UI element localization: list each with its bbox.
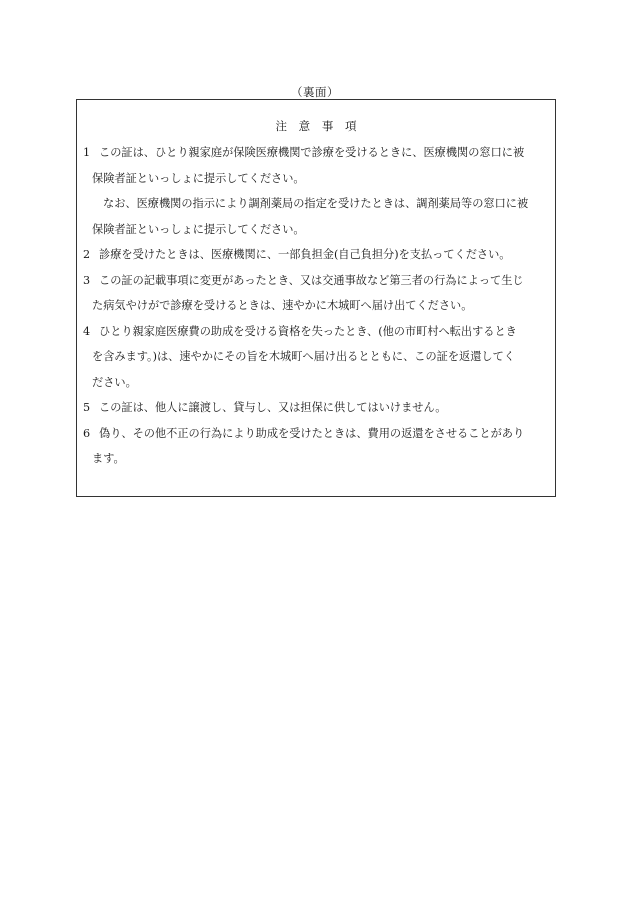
item-text: ひとり親家庭医療費の助成を受ける資格を失ったとき、(他の市町村へ転出するとき xyxy=(99,324,517,338)
notice-list xyxy=(83,140,555,472)
item-text: 保険者証といっしょに提示してください。 xyxy=(92,171,305,185)
notice-item-4-line-2 xyxy=(83,344,555,370)
item-number: 3 xyxy=(83,273,91,287)
page-side-label: （裏面） xyxy=(291,85,339,99)
notice-item-2-line-1 xyxy=(83,242,555,268)
item-number: 6 xyxy=(83,426,91,440)
notice-item-1-line-2 xyxy=(83,166,555,192)
item-text: 診療を受けたときは、医療機関に、一部負担金(自己負担分)を支払ってください。 xyxy=(99,248,511,261)
item-number: 5 xyxy=(83,401,91,414)
notice-item-6-line-1 xyxy=(83,421,555,447)
notice-item-4-line-3 xyxy=(83,370,555,396)
item-text: この証は、他人に譲渡し、貸与し、又は担保に供してはいけません。 xyxy=(99,401,447,414)
notice-item-1-line-3 xyxy=(83,191,555,217)
item-number: 2 xyxy=(83,248,91,261)
notice-item-1-line-1 xyxy=(83,140,555,166)
notice-item-1-line-4 xyxy=(83,217,555,243)
notice-item-5-line-1 xyxy=(83,395,555,421)
item-text: 偽り、その他不正の行為により助成を受けたときは、費用の返還をさせることがあり xyxy=(99,426,525,440)
item-text: を含みます。)は、速やかにその旨を木城町へ届け出るとともに、この証を返還してく xyxy=(92,350,515,363)
notice-item-3-line-2 xyxy=(83,293,555,319)
item-text: なお、医療機関の指示により調剤薬局の指定を受けたときは、調剤薬局等の窓口に被 xyxy=(103,197,529,210)
notice-item-3-line-1 xyxy=(83,268,555,294)
item-text: ます。 xyxy=(92,452,125,465)
item-number: 4 xyxy=(83,324,91,338)
item-text: ださい。 xyxy=(92,375,137,389)
item-text: 保険者証といっしょに提示してください。 xyxy=(92,222,305,236)
item-text: この証の記載事項に変更があったとき、又は交通事故など第三者の行為によって生じ xyxy=(99,273,524,287)
notice-item-6-line-2 xyxy=(83,446,555,472)
item-text: た病気やけがで診療を受けるときは、速やかに木城町へ届け出てください。 xyxy=(92,299,473,312)
notice-heading: 注 意 事 項 xyxy=(275,119,357,133)
item-number: 1 xyxy=(83,146,91,159)
item-text: この証は、ひとり親家庭が保険医療機関で診療を受けるときに、医療機関の窓口に被 xyxy=(99,146,525,159)
notice-box xyxy=(76,99,556,497)
notice-item-4-line-1 xyxy=(83,319,555,345)
